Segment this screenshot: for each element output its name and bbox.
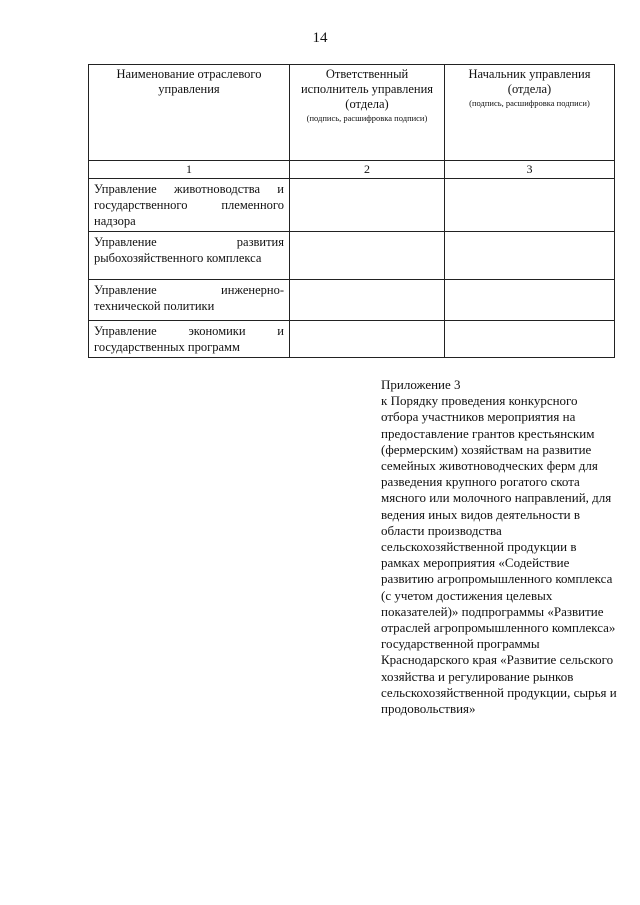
department-name-cell: Управление экономики и государственных программ <box>89 321 290 358</box>
header-head-note: (подпись, расшифровка подписи) <box>469 98 590 108</box>
appendix-block <box>381 377 617 717</box>
table-row <box>89 179 615 232</box>
table-header-row <box>89 65 615 161</box>
executor-signature-cell <box>290 232 445 280</box>
department-name-cell: Управление развития рыбохозяйственного комплекса <box>89 232 290 280</box>
approval-table <box>88 64 615 358</box>
header-department-head <box>445 65 615 161</box>
department-name-cell: Управление инженерно-технической политики <box>89 280 290 321</box>
head-signature-cell <box>445 232 615 280</box>
page-number: 14 <box>312 30 328 46</box>
column-number-row <box>89 161 615 179</box>
table-row <box>89 321 615 358</box>
executor-signature-cell <box>290 280 445 321</box>
appendix-reference-text: к Порядку проведения конкурсного отбора участников мероприятия на предоставление грантов крестьянским (фермерским) хозяйствам на развитие семейных животноводческих ферм для разведения крупного рогатого скота мясного или молочного направлений, для ведения иных видов деятельности в области производства сельскохозяйственной продукции в рамках мероприятия «Содействие развитию агропромышленного комплекса (с учетом достижения целевых показателей)» подпрограммы «Развитие отраслей агропромышленного комплекса» государственной программы Краснодарского края «Развитие сельского хозяйства и регулирование рынков сельскохозяйственной продукции, сырья и продовольствия» <box>381 393 617 717</box>
department-name-cell: Управление животноводства и государственного племенного надзора <box>89 179 290 232</box>
column-number: 1 <box>89 161 290 179</box>
table-row <box>89 232 615 280</box>
header-department-name <box>89 65 290 161</box>
head-signature-cell <box>445 280 615 321</box>
column-number: 2 <box>290 161 445 179</box>
executor-signature-cell <box>290 179 445 232</box>
header-department-label: Наименование отраслевого управления <box>116 67 262 96</box>
executor-signature-cell <box>290 321 445 358</box>
header-responsible-executor <box>290 65 445 161</box>
table-row <box>89 280 615 321</box>
column-number: 3 <box>445 161 615 179</box>
head-signature-cell <box>445 179 615 232</box>
head-signature-cell <box>445 321 615 358</box>
header-head-label: Начальник управления (отдела) <box>468 67 591 96</box>
header-executor-note: (подпись, расшифровка подписи) <box>306 113 428 123</box>
header-executor-label: Ответственный исполнитель управления (отдела) <box>300 67 434 111</box>
appendix-title: Приложение 3 <box>381 377 461 392</box>
